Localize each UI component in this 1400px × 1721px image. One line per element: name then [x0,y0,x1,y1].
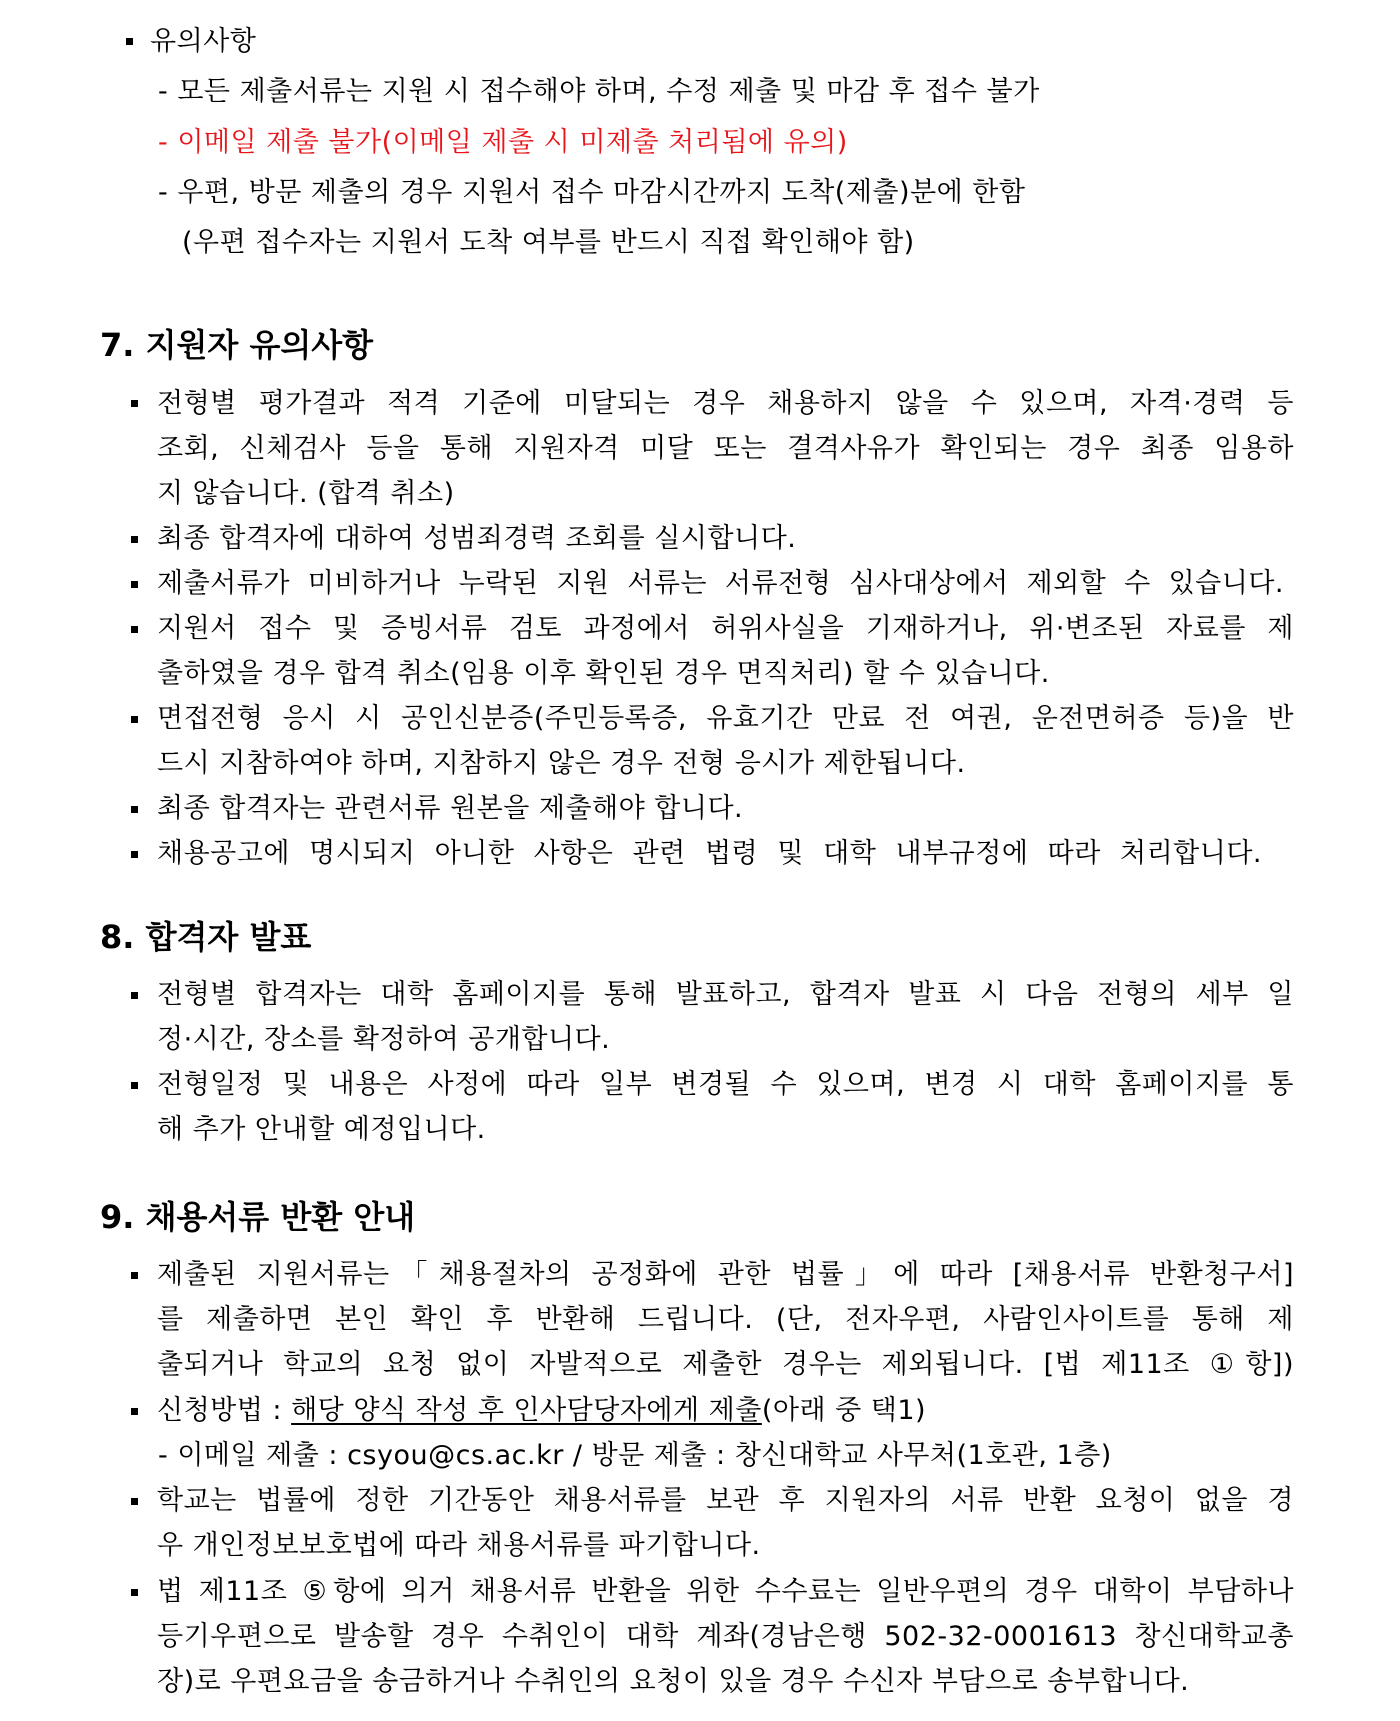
list-item-line: 를 제출하면 본인 확인 후 반환해 드립니다. (단, 전자우편, 사람인사이트를 통해 제 [157,1304,1294,1335]
bullet-marker [131,581,138,588]
list-item-line: 해 추가 안내할 예정입니다. [157,1114,486,1145]
notice-title: 유의사항 [150,26,257,57]
list-item-line: 조회, 신체검사 등을 통해 지원자격 미달 또는 결격사유가 확인되는 경우 최종 임용하 [157,433,1294,464]
bullet-marker [131,1589,138,1596]
method-label: 신청방법 : [157,1395,292,1426]
bullet-marker [131,1082,138,1089]
bullet-marker [131,1498,138,1505]
application-method [157,1394,926,1428]
list-item-line: 정·시간, 장소를 확정하여 공개합니다. [157,1024,611,1055]
method-sub-line: - 이메일 제출 : csyou@cs.ac.kr / 방문 제출 : 창신대학교 사무처(1호관, 1층) [158,1440,1112,1471]
bullet-marker [131,400,138,407]
notice-line: - 우편, 방문 제출의 경우 지원서 접수 마감시간까지 도착(제출)분에 한함 [158,177,1026,208]
list-item-line: 지 않습니다. (합격 취소) [157,478,455,509]
bullet-marker [131,851,138,858]
notice-line: (우편 접수자는 지원서 도착 여부를 반드시 직접 확인해야 함) [182,227,915,258]
section-heading: 7. 지원자 유의사항 [100,326,374,364]
notice-line: - 모든 제출서류는 지원 시 접수해야 하며, 수정 제출 및 마감 후 접수 불가 [158,76,1040,107]
method-underlined: 해당 양식 작성 후 인사담당자에게 제출 [291,1395,762,1426]
list-item-line: 지원서 접수 및 증빙서류 검토 과정에서 허위사실을 기재하거나, 위·변조된 자료를 제 [157,613,1294,644]
list-item-line: 학교는 법률에 정한 기간동안 채용서류를 보관 후 지원자의 서류 반환 요청이 없을 경 [157,1485,1294,1516]
list-item-line: 드시 지참하여야 하며, 지참하지 않은 경우 전형 응시가 제한됩니다. [157,748,966,779]
list-item-line: 등기우편으로 발송할 경우 수취인이 대학 계좌(경남은행 502-32-0001613 창신대학교총 [157,1621,1294,1652]
list-item-line: 최종 합격자는 관련서류 원본을 제출해야 합니다. [157,793,744,824]
list-item-line: 장)로 우편요금을 송금하거나 수취인의 요청이 있을 경우 수신자 부담으로 송부합니다. [157,1666,1190,1697]
list-item-line: 제출서류가 미비하거나 누락된 지원 서류는 서류전형 심사대상에서 제외할 수 있습니다. [157,568,1284,599]
bullet-marker [131,716,138,723]
section-heading: 8. 합격자 발표 [100,918,312,956]
list-item-line: 채용공고에 명시되지 아니한 사항은 관련 법령 및 대학 내부규정에 따라 처리합니다. [157,838,1262,869]
bullet-marker [131,1272,138,1279]
list-item-line: 출하였을 경우 합격 취소(임용 이후 확인된 경우 면직처리) 할 수 있습니다. [157,658,1050,689]
list-item-line: 면접전형 응시 시 공인신분증(주민등록증, 유효기간 만료 전 여권, 운전면허증 등)을 반 [157,703,1294,734]
bullet-marker [131,806,138,813]
bullet-marker [131,992,138,999]
bullet-marker [131,626,138,633]
method-tail: (아래 중 택1) [761,1395,927,1426]
section-heading: 9. 채용서류 반환 안내 [100,1198,416,1236]
bullet-marker [131,536,138,543]
list-item-line: 출되거나 학교의 요청 없이 자발적으로 제출한 경우는 제외됩니다. [법 제11조 ①항]) [157,1349,1294,1380]
bullet-marker [126,38,133,45]
bullet-marker [131,1408,138,1415]
list-item-line: 전형일정 및 내용은 사정에 따라 일부 변경될 수 있으며, 변경 시 대학 홈페이지를 통 [157,1069,1294,1100]
list-item-line: 법 제11조 ⑤항에 의거 채용서류 반환을 위한 수수료는 일반우편의 경우 대학이 부담하나 [157,1576,1294,1607]
notice-line-warning: - 이메일 제출 불가(이메일 제출 시 미제출 처리됨에 유의) [158,127,848,158]
list-item-line: 제출된 지원서류는「채용절차의 공정화에 관한 법률」에 따라 [채용서류 반환청구서] [157,1259,1294,1290]
list-item-line: 최종 합격자에 대하여 성범죄경력 조회를 실시합니다. [157,523,797,554]
list-item-line: 전형별 평가결과 적격 기준에 미달되는 경우 채용하지 않을 수 있으며, 자격·경력 등 [157,388,1294,419]
list-item-line: 전형별 합격자는 대학 홈페이지를 통해 발표하고, 합격자 발표 시 다음 전형의 세부 일 [157,979,1294,1010]
list-item-line: 우 개인정보보호법에 따라 채용서류를 파기합니다. [157,1530,761,1561]
